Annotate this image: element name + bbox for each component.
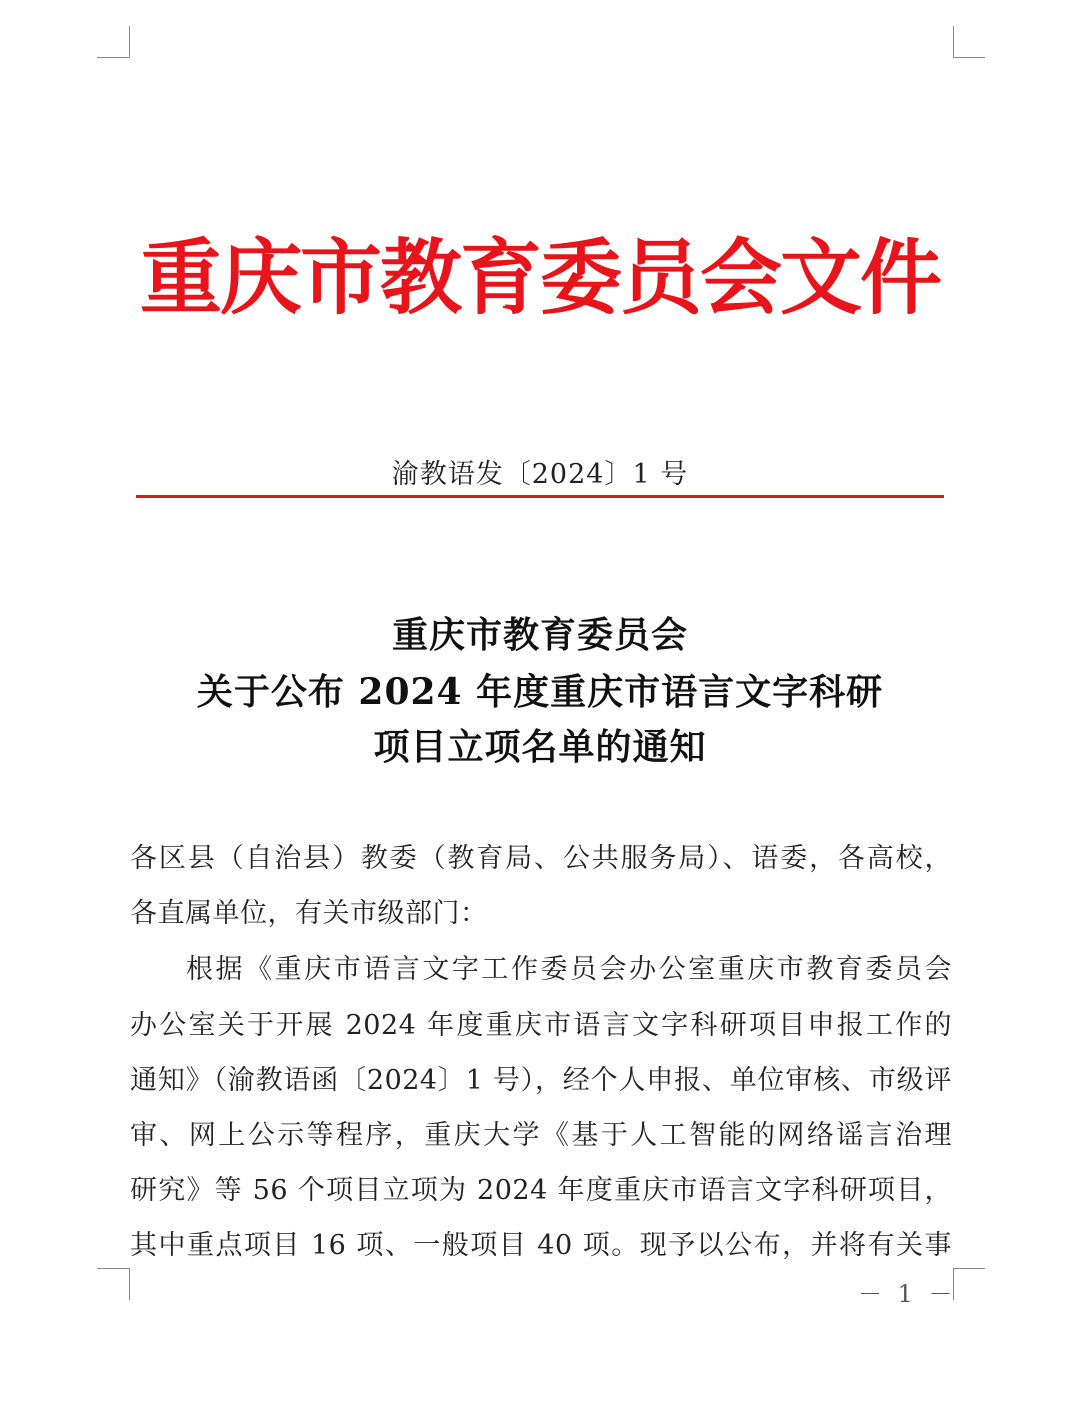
notice-title-line-2: 关于公布 2024 年度重庆市语言文字科研 — [196, 671, 884, 713]
crop-mark-top-right — [953, 57, 985, 58]
letterhead-title: 重庆市教育委员会文件 — [139, 231, 940, 326]
body-line: 研究》等 56 个项目立项为 2024 年度重庆市语言文字科研项目， — [130, 1175, 952, 1206]
body-line: 根据《重庆市语言文字工作委员会办公室重庆市教育委员会 — [186, 954, 952, 985]
body-line: 审、网上公示等程序，重庆大学《基于人工智能的网络谣言治理 — [130, 1120, 952, 1151]
document-number: 渝教语发〔2024〕1 号 — [391, 459, 689, 490]
page-number: － 1 － — [858, 1280, 957, 1308]
notice-title-line-1: 重庆市教育委员会 — [391, 614, 688, 656]
crop-mark-top-left — [129, 26, 130, 58]
body-line: 各直属单位，有关市级部门： — [130, 898, 488, 929]
crop-mark-bottom-left — [97, 1268, 129, 1269]
crop-mark-top-left — [97, 57, 129, 58]
red-divider-line — [136, 495, 944, 498]
body-line: 各区县（自治县）教委（教育局、公共服务局）、语委，各高校， — [130, 843, 952, 874]
notice-title-line-3: 项目立项名单的通知 — [373, 726, 707, 768]
body-line: 办公室关于开展 2024 年度重庆市语言文字科研项目申报工作的 — [130, 1010, 952, 1041]
body-line: 其中重点项目 16 项、一般项目 40 项。现予以公布，并将有关事 — [130, 1230, 952, 1261]
crop-mark-top-right — [953, 26, 954, 58]
crop-mark-bottom-right — [953, 1268, 985, 1269]
crop-mark-bottom-left — [129, 1268, 130, 1300]
body-line: 通知》（渝教语函〔2024〕1 号），经个人申报、单位审核、市级评 — [130, 1065, 952, 1096]
